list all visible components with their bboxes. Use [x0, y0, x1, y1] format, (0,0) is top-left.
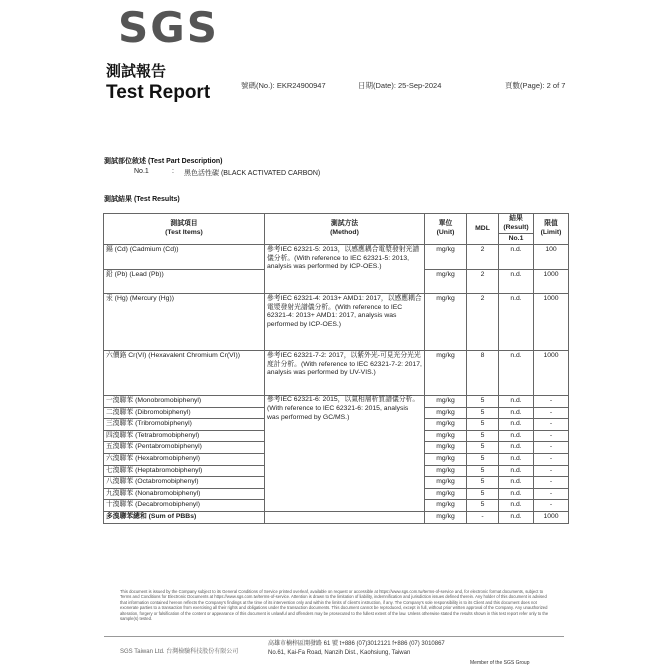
cell-limit: 1000	[534, 512, 569, 524]
cell-mdl: 5	[467, 500, 499, 512]
cell-limit: -	[534, 477, 569, 489]
table-row	[104, 396, 569, 408]
page-indicator: 頁數(Page): 2 of 7	[505, 81, 566, 90]
cell-result: n.d.	[499, 419, 534, 431]
cell-method: 參考IEC 62321-4: 2013+ AMD1: 2017，以感應耦合電漿發射光譜儀分析。(With reference to IEC 62321-4: 2013+ AMD1: 2017, analysis was performed by ICP-OES.)	[265, 294, 425, 351]
cell-limit: -	[534, 419, 569, 431]
cell-mdl: 5	[467, 407, 499, 419]
cell-limit: -	[534, 500, 569, 512]
cell-mdl: 2	[467, 245, 499, 270]
cell-method-empty	[265, 512, 425, 524]
cell-method: 參考IEC 62321-5: 2013，以感應耦合電漿發射光譜儀分析。(With reference to IEC 62321-5: 2013, analysis was performed by ICP-OES.)	[265, 245, 425, 294]
cell-unit: mg/kg	[425, 454, 467, 466]
cell-item: 多溴聯苯總和 (Sum of PBBs)	[104, 512, 265, 524]
cell-unit: mg/kg	[425, 419, 467, 431]
cell-limit: -	[534, 430, 569, 442]
results-table	[103, 213, 569, 524]
header-result-label: 結果 (Result)	[503, 215, 529, 231]
cell-limit: 1000	[534, 294, 569, 351]
cell-mdl: 5	[467, 454, 499, 466]
cell-unit: mg/kg	[425, 245, 467, 270]
header-mdl: MDL	[467, 214, 499, 245]
header-limit: 限值 (Limit)	[534, 214, 569, 245]
cell-unit: mg/kg	[425, 270, 467, 294]
header-result	[499, 214, 534, 245]
table-row	[104, 351, 569, 396]
sample-value: 黑色活性碳 (BLACK ACTIVATED CARBON)	[184, 170, 321, 177]
sgs-logo: SGS	[118, 3, 219, 52]
cell-result: n.d.	[499, 465, 534, 477]
cell-unit: mg/kg	[425, 442, 467, 454]
cell-result: n.d.	[499, 351, 534, 396]
header-unit: 單位 (Unit)	[425, 214, 467, 245]
cell-result: n.d.	[499, 454, 534, 466]
cell-result: n.d.	[499, 407, 534, 419]
cell-item: 八溴聯苯 (Octabromobiphenyl)	[104, 477, 265, 489]
cell-unit: mg/kg	[425, 500, 467, 512]
cell-unit: mg/kg	[425, 396, 467, 408]
cell-item: 二溴聯苯 (Dibromobiphenyl)	[104, 407, 265, 419]
cell-limit: 1000	[534, 351, 569, 396]
legal-disclaimer: This document is issued by the Company subject to its General Conditions of Service printed overleaf, available on request or accessible at https://www.sgs.com.tw/terms-of-service and, for electronic format documents, subject to Terms and Conditions for Electronic Documents at https://www.sgs.com.tw/terms-of-service. Attention is drawn to the limitation of liability, indemnification and jurisdiction issues defined therein. Any holder of this document is advised that information contained hereon reflects the Company's findings at the time of its intervention only and within the limits of client's instruction, if any. The Company's sole responsibility is to its Client and this document does not exonerate parties to a transaction from exercising all their rights and obligations under the transaction documents. This document cannot be reproduced, except in full, without prior written approval of the Company. Any unauthorized alteration, forgery or falsification of the content or appearance of this document is unlawful and offenders may be prosecuted to the fullest extent of the law. Unless otherwise stated the results shown in this test report refer only to the sample(s) tested.	[120, 589, 549, 621]
cell-mdl: 5	[467, 477, 499, 489]
table-row	[104, 294, 569, 351]
table-row	[104, 245, 569, 270]
cell-mdl: 8	[467, 351, 499, 396]
cell-limit: -	[534, 465, 569, 477]
cell-unit: mg/kg	[425, 512, 467, 524]
cell-limit: -	[534, 396, 569, 408]
cell-limit: -	[534, 407, 569, 419]
cell-mdl: 5	[467, 488, 499, 500]
report-date: 日期(Date): 25-Sep-2024	[358, 81, 442, 90]
cell-item: 汞 (Hg) (Mercury (Hg))	[104, 294, 265, 351]
cell-item: 鎘 (Cd) (Cadmium (Cd))	[104, 245, 265, 270]
table-header-row	[104, 214, 569, 245]
sample-description	[134, 168, 321, 177]
cell-item: 七溴聯苯 (Heptabromobiphenyl)	[104, 465, 265, 477]
header-test-items: 測試項目 (Test Items)	[104, 214, 265, 245]
cell-limit: -	[534, 454, 569, 466]
cell-unit: mg/kg	[425, 407, 467, 419]
cell-mdl: 5	[467, 419, 499, 431]
cell-limit: -	[534, 488, 569, 500]
cell-unit: mg/kg	[425, 488, 467, 500]
cell-limit: 100	[534, 245, 569, 270]
cell-limit: 1000	[534, 270, 569, 294]
cell-result: n.d.	[499, 396, 534, 408]
cell-mdl: -	[467, 512, 499, 524]
cell-unit: mg/kg	[425, 465, 467, 477]
cell-method: 參考IEC 62321-7-2: 2017，以紫外光-可見光分光光度計分析。(With reference to IEC 62321-7-2: 2017, analysis was performed by UV-VIS.)	[265, 351, 425, 396]
cell-result: n.d.	[499, 500, 534, 512]
cell-mdl: 2	[467, 270, 499, 294]
cell-result: n.d.	[499, 245, 534, 270]
cell-item: 六價鉻 Cr(VI) (Hexavalent Chromium Cr(VI))	[104, 351, 265, 396]
footer-member: Member of the SGS Group	[470, 660, 530, 666]
table-row-sum	[104, 512, 569, 524]
cell-item: 四溴聯苯 (Tetrabromobiphenyl)	[104, 430, 265, 442]
report-title-en: Test Report	[106, 82, 211, 103]
part-description-heading: 測試部位敘述 (Test Part Description)	[104, 158, 223, 165]
cell-result: n.d.	[499, 477, 534, 489]
cell-method-pbb: 參考IEC 62321-6: 2015，以氣相層析質譜儀分析。(With reference to IEC 62321-6: 2015, analysis was performed by GC/MS.)	[265, 396, 425, 512]
cell-limit: -	[534, 442, 569, 454]
cell-mdl: 2	[467, 294, 499, 351]
cell-result: n.d.	[499, 294, 534, 351]
report-number: 號碼(No.): EKR24900947	[241, 81, 326, 90]
cell-item: 十溴聯苯 (Decabromobiphenyl)	[104, 500, 265, 512]
cell-unit: mg/kg	[425, 477, 467, 489]
test-results-heading: 測試結果 (Test Results)	[104, 196, 180, 203]
footer-company: SGS Taiwan Ltd. 台灣檢驗科技股份有限公司	[120, 649, 239, 655]
cell-mdl: 5	[467, 396, 499, 408]
footer-address-en: No.61, Kai-Fa Road, Nanzih Dist., Kaohsiung, Taiwan	[268, 649, 411, 656]
header-result-sample: No.1	[499, 233, 533, 244]
cell-item: 三溴聯苯 (Tribromobiphenyl)	[104, 419, 265, 431]
cell-result: n.d.	[499, 512, 534, 524]
cell-item: 鉛 (Pb) (Lead (Pb))	[104, 270, 265, 294]
sample-label: No.1	[134, 168, 149, 175]
footer-address	[268, 640, 445, 657]
cell-unit: mg/kg	[425, 351, 467, 396]
cell-unit: mg/kg	[425, 430, 467, 442]
cell-result: n.d.	[499, 488, 534, 500]
sample-colon: :	[172, 168, 174, 175]
cell-result: n.d.	[499, 270, 534, 294]
footer-divider	[104, 636, 564, 637]
cell-item: 九溴聯苯 (Nonabromobiphenyl)	[104, 488, 265, 500]
cell-item: 五溴聯苯 (Pentabromobiphenyl)	[104, 442, 265, 454]
cell-result: n.d.	[499, 430, 534, 442]
cell-mdl: 5	[467, 430, 499, 442]
cell-result: n.d.	[499, 442, 534, 454]
report-title-zh: 測試報告	[106, 63, 167, 80]
cell-mdl: 5	[467, 442, 499, 454]
header-method: 測試方法 (Method)	[265, 214, 425, 245]
cell-unit: mg/kg	[425, 294, 467, 351]
cell-item: 六溴聯苯 (Hexabromobiphenyl)	[104, 454, 265, 466]
cell-item: 一溴聯苯 (Monobromobiphenyl)	[104, 396, 265, 408]
footer-address-zh: 高雄市楠梓區開發路 61 號 t+886 (07)3012121 f+886 (07) 3010867	[268, 641, 445, 647]
cell-mdl: 5	[467, 465, 499, 477]
